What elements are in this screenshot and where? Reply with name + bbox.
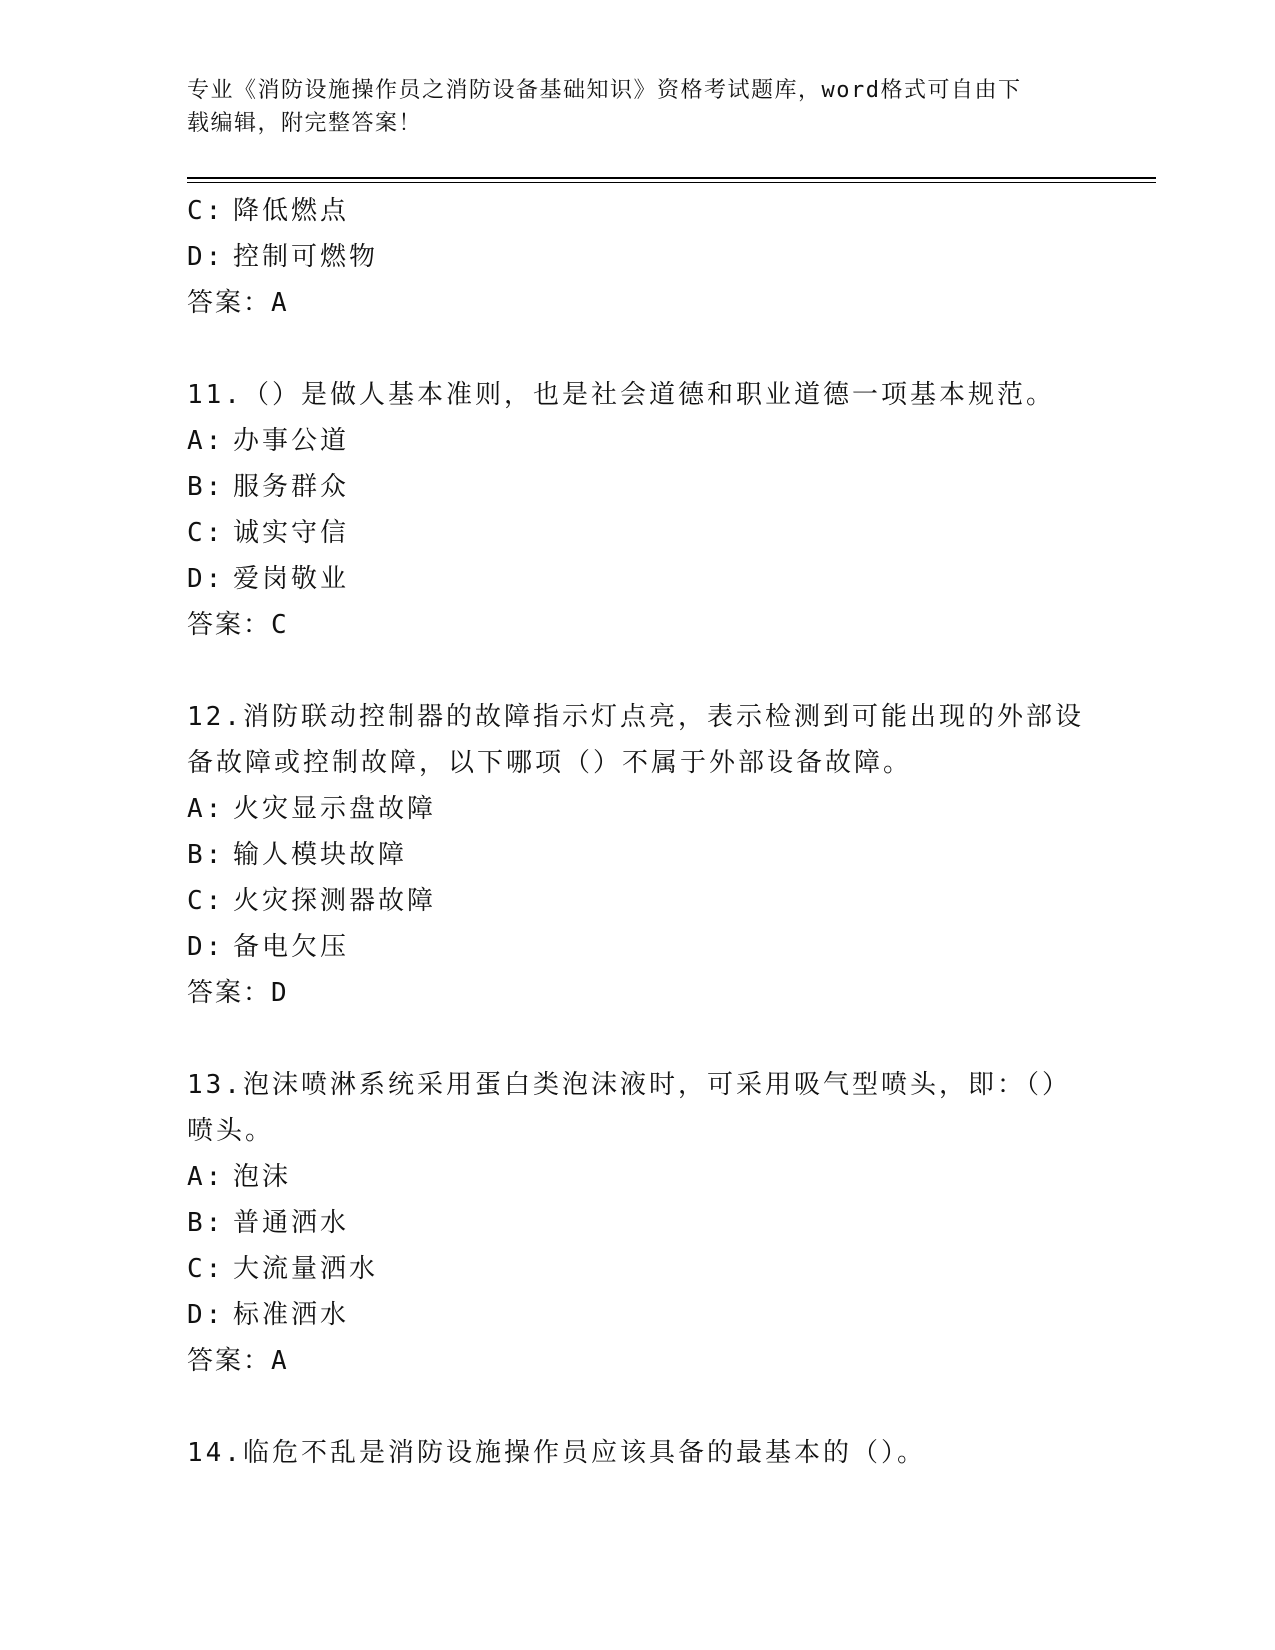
question-13	[187, 1062, 1087, 1384]
answer-line: 答案：A	[187, 1346, 289, 1376]
option-b: B: 输人模块故障	[187, 840, 408, 870]
question-14	[187, 1430, 1087, 1476]
question-stem-line-1: 13.泡沫喷淋系统采用蛋白类泡沫液时，可采用吸气型喷头，即：（）	[187, 1070, 1071, 1100]
option-c: C: 火灾探测器故障	[187, 886, 437, 916]
question-list	[187, 188, 1087, 1476]
header-divider-thick	[187, 177, 1156, 179]
question-stem: 14.临危不乱是消防设施操作员应该具备的最基本的（）。	[187, 1438, 926, 1468]
option-d: D: 爱岗敬业	[187, 564, 350, 594]
question-stem-line-2: 喷头。	[187, 1116, 275, 1146]
option-c: C: 诚实守信	[187, 518, 350, 548]
option-d: D: 控制可燃物	[187, 242, 379, 272]
question-12	[187, 694, 1087, 1016]
question-stem-line-1: 12.消防联动控制器的故障指示灯点亮，表示检测到可能出现的外部设	[187, 702, 1084, 732]
question-stem: 11.（）是做人基本准则，也是社会道德和职业道德一项基本规范。	[187, 380, 1055, 410]
option-d: D: 标准洒水	[187, 1300, 350, 1330]
document-header	[187, 74, 1087, 140]
header-line-1: 专业《消防设施操作员之消防设备基础知识》资格考试题库，word格式可自由下	[187, 78, 1022, 103]
answer-line: 答案：C	[187, 610, 289, 640]
option-c: C: 大流量洒水	[187, 1254, 379, 1284]
option-a: A: 泡沫	[187, 1162, 292, 1192]
option-a: A: 火灾显示盘故障	[187, 794, 437, 824]
answer-line: 答案：D	[187, 978, 289, 1008]
option-b: B: 服务群众	[187, 472, 350, 502]
header-line-2: 载编辑，附完整答案！	[187, 111, 423, 136]
option-c: C: 降低燃点	[187, 196, 350, 226]
option-a: A: 办事公道	[187, 426, 350, 456]
question-11	[187, 372, 1087, 648]
question-10-tail	[187, 188, 1087, 326]
answer-line: 答案：A	[187, 288, 289, 318]
question-stem-line-2: 备故障或控制故障，以下哪项（）不属于外部设备故障。	[187, 748, 913, 778]
header-divider-thin	[187, 182, 1156, 183]
option-b: B: 普通洒水	[187, 1208, 350, 1238]
option-d: D: 备电欠压	[187, 932, 350, 962]
